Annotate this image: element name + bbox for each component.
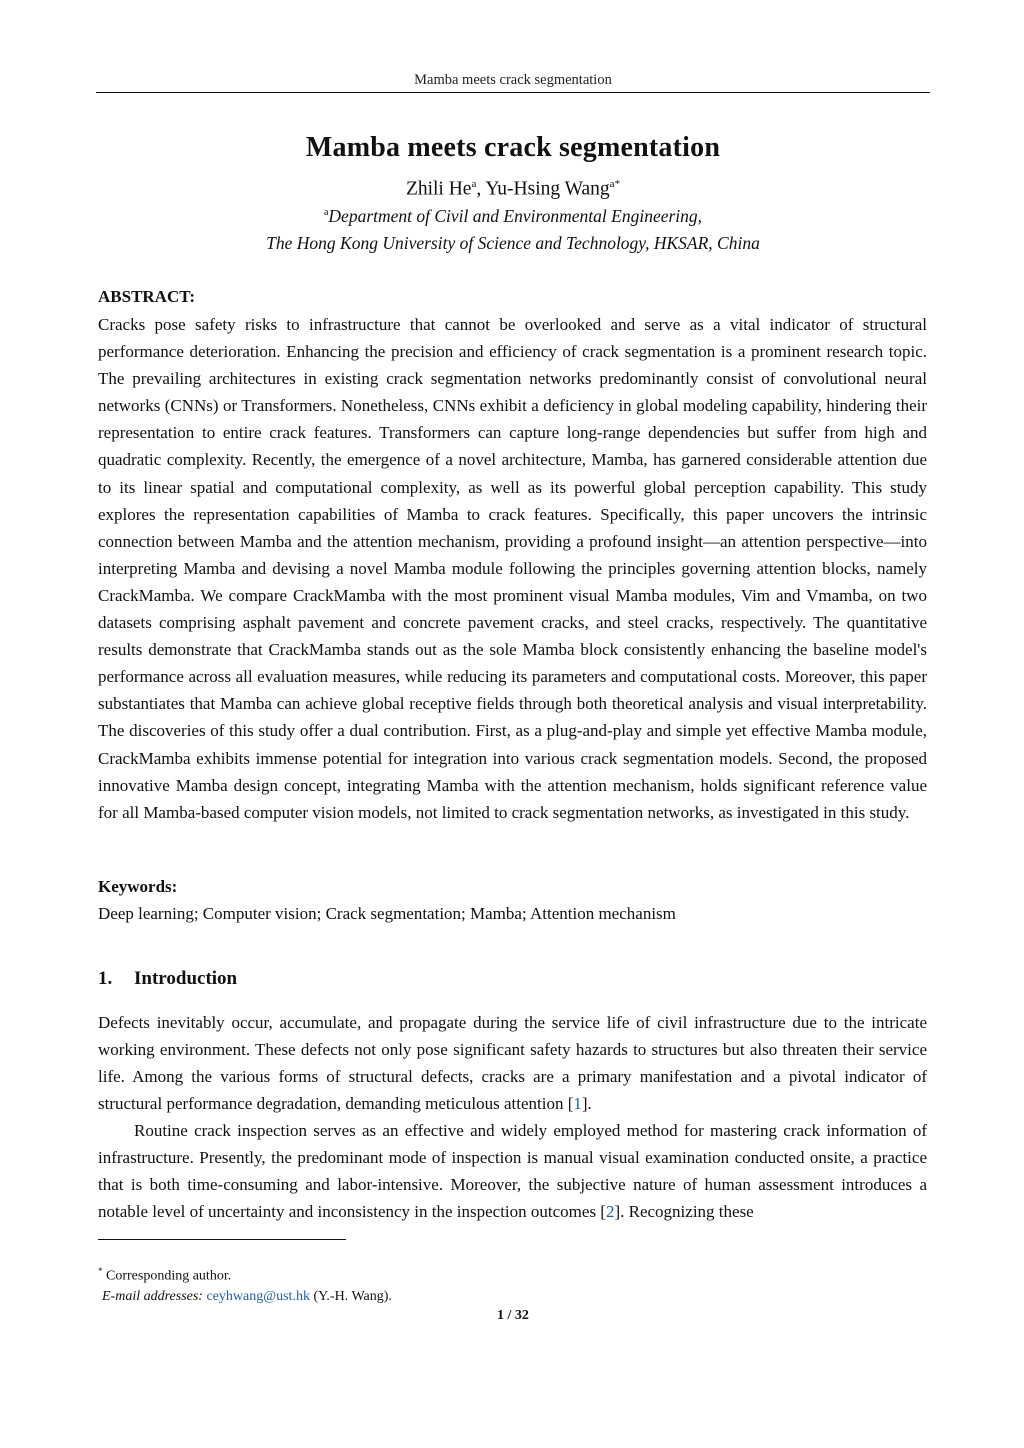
- header-rule: [96, 92, 930, 93]
- keywords-text: Deep learning; Computer vision; Crack segmentation; Mamba; Attention mechanism: [98, 904, 676, 923]
- footnote-corresponding: [98, 1266, 231, 1285]
- intro-paragraph: [98, 1009, 927, 1117]
- email-suffix: (Y.-H. Wang).: [309, 1289, 392, 1304]
- footnote-email: [102, 1289, 392, 1305]
- paragraph-text: Routine crack inspection serves as an effective and widely employed method for mastering crack information of infrastructure. Presently, the predominant mode of inspection is manual visual examination conducted onsite, a practice that is both time-consuming and labor-intensive. Moreover, the subjective nature of human assessment introduces a notable level of uncertainty and inconsistency in the inspection outcomes [: [98, 1121, 927, 1222]
- author-name: Zhili He: [405, 178, 472, 200]
- citation-link[interactable]: 1: [573, 1094, 582, 1114]
- paragraph-text: Defects inevitably occur, accumulate, and propagate during the service life of civil infrastructure due to the intricate working environment. These defects not only pose significant safety hazards to structures but also threaten their service life. Among the various forms of structural defects, cracks are a primary manifestation and a pivotal indicator of structural performance degradation, demanding meticulous attention [: [98, 1013, 927, 1114]
- affiliation-department: Department of Civil and Environmental Engineering,: [328, 206, 703, 226]
- affiliation-marker: a: [609, 178, 615, 190]
- author-list: [96, 178, 930, 201]
- paragraph-text: ].: [581, 1094, 592, 1114]
- page-number: 1 / 32: [497, 1308, 529, 1323]
- author-separator: ,: [476, 178, 486, 200]
- affiliation-line-2: The Hong Kong University of Science and Technology, HKSAR, China: [266, 233, 760, 253]
- section-heading-introduction: [98, 968, 237, 990]
- paper-title: Mamba meets crack segmentation: [305, 132, 721, 163]
- affiliation-marker: a: [323, 207, 329, 219]
- citation-link[interactable]: 2: [605, 1202, 615, 1222]
- corresponding-author-marker: *: [614, 178, 621, 190]
- abstract-heading: ABSTRACT:: [98, 287, 195, 306]
- section-number: 1.: [98, 968, 113, 989]
- running-header: Mamba meets crack segmentation: [414, 72, 612, 88]
- email-label: E-mail addresses:: [102, 1289, 203, 1304]
- footnote-text: Corresponding author.: [102, 1268, 232, 1284]
- footnote-marker: *: [98, 1266, 103, 1276]
- intro-paragraph: [98, 1117, 927, 1225]
- author-name: Yu-Hsing Wang: [485, 178, 610, 200]
- email-link[interactable]: ceyhwang@ust.hk: [206, 1289, 310, 1304]
- paragraph-text: ]. Recognizing these: [614, 1202, 754, 1222]
- keywords-heading: Keywords:: [98, 877, 178, 896]
- abstract-text: Cracks pose safety risks to infrastructure that cannot be overlooked and serve as a vital indicator of structural performance deterioration. Enhancing the precision and efficiency of crack segmentation is a prominent research topic. The prevailing architectures in existing crack segmentation networks predominantly consist of convolutional neural networks (CNNs) or Transformers. Nonetheless, CNNs exhibit a deficiency in global modeling capability, hindering their representation to entire crack features. Transformers can capture long-range dependencies but suffer from high and quadratic complexity. Recently, the emergence of a novel architecture, Mamba, has garnered considerable attention due to its linear spatial and computational complexity, as well as its powerful global perception capability. This study explores the representation capabilities of Mamba to crack features. Specifically, this paper uncovers the intrinsic connection between Mamba and the attention mechanism, providing a profound insight—an attention perspective—into interpreting Mamba and devising a novel Mamba module following the principles governing attention blocks, namely CrackMamba. We compare CrackMamba with the most prominent visual Mamba modules, Vim and Vmamba, on two datasets comprising asphalt pavement and concrete pavement cracks, and steel cracks, respectively. The quantitative results demonstrate that CrackMamba stands out as the sole Mamba block consistently enhancing the baseline model's performance across all evaluation measures, while reducing its parameters and computational costs. Moreover, this paper substantiates that Mamba can achieve global receptive fields through both theoretical analysis and visual interpretability. The discoveries of this study offer a dual contribution. First, as a plug-and-play and simple yet effective Mamba module, CrackMamba exhibits immense potential for integration into various crack segmentation models. Second, the proposed innovative Mamba design concept, integrating Mamba with the attention mechanism, holds significant reference value for all Mamba-based computer vision models, not limited to crack segmentation networks, as investigated in this study.: [98, 315, 927, 822]
- affiliation-marker: a: [471, 178, 477, 190]
- affiliation-line-1: [96, 206, 930, 227]
- footnote-rule: [98, 1239, 346, 1240]
- section-title: Introduction: [134, 968, 238, 989]
